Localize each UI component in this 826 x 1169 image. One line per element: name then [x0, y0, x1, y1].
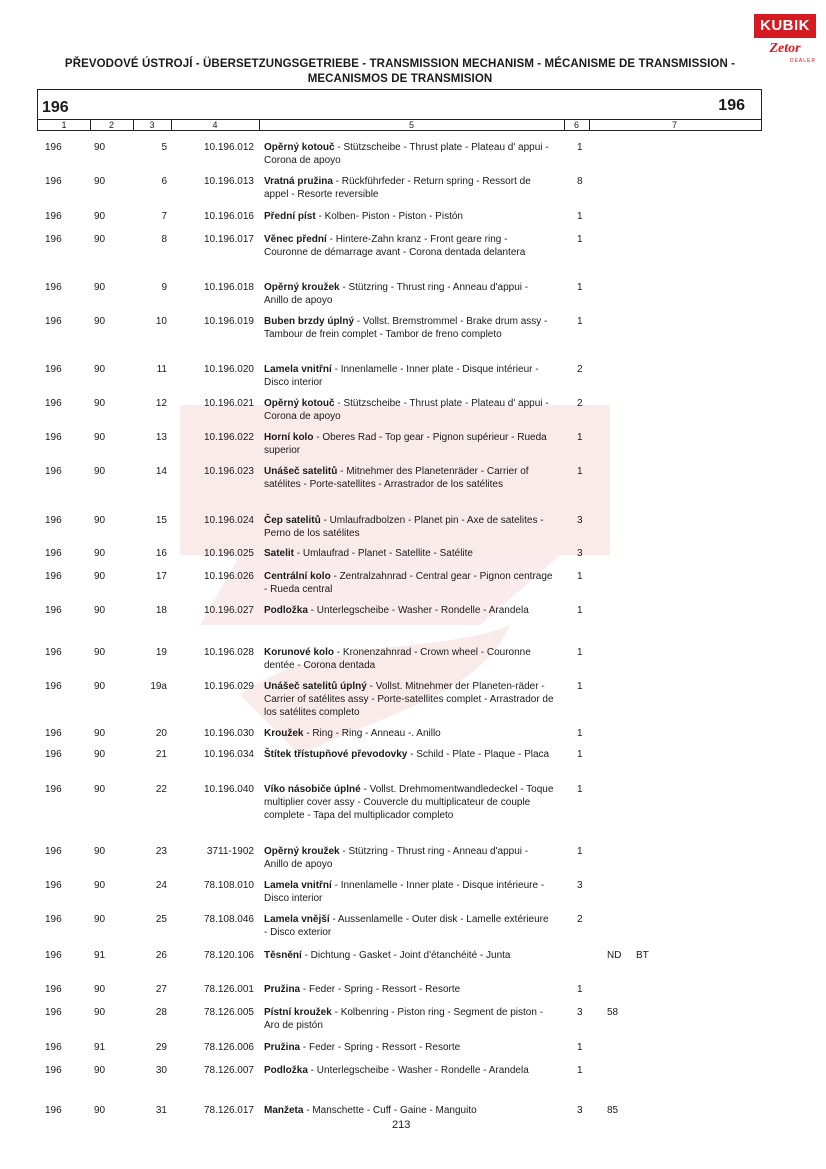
part-translations: - Stützscheibe - Thrust plate - Plateau d' appui - Corona de apoyo: [264, 142, 549, 166]
part-number: 78.126.001: [203, 984, 254, 995]
part-group: 196: [45, 914, 62, 925]
part-position: 14: [155, 466, 167, 477]
part-quantity: 1: [577, 142, 583, 153]
part-name: Opěrný kotouč: [264, 398, 335, 409]
part-description: [264, 1041, 554, 1054]
part-group: 196: [45, 728, 62, 739]
part-quantity: 1: [577, 605, 583, 616]
part-translations: - Mitnehmer des Planetenräder - Carrier of satélites - Porte-satellites - Arrastrador de los satélites: [264, 466, 529, 490]
part-name: Čep satelitů: [264, 515, 321, 526]
part-number: 10.196.020: [203, 364, 254, 375]
part-name: Vratná pružina: [264, 176, 333, 187]
part-name: Satelit: [264, 548, 295, 559]
part-position: 7: [161, 211, 167, 222]
part-number: 10.196.018: [203, 282, 254, 293]
part-number: 10.196.016: [203, 211, 254, 222]
part-description: [264, 1104, 554, 1117]
part-translations: - Feder - Spring - Ressort - Resorte: [300, 984, 461, 995]
part-quantity: 2: [577, 914, 583, 925]
part-number: 78.126.007: [203, 1065, 254, 1076]
part-number: 10.196.040: [203, 784, 254, 795]
part-name: Kroužek: [264, 728, 304, 739]
column-header: 7: [671, 120, 677, 130]
group-header: [37, 89, 762, 119]
part-sub: 90: [94, 914, 106, 925]
part-translations: - Kronenzahnrad - Crown wheel - Couronne dentée - Corona dentada: [264, 647, 531, 671]
part-group: 196: [45, 316, 62, 327]
part-description: [264, 363, 554, 389]
part-quantity: 1: [577, 728, 583, 739]
part-translations: - Stützring - Thrust ring - Anneau d'appui - Anillo de apoyo: [264, 282, 529, 306]
part-group: 196: [45, 282, 62, 293]
part-number: 10.196.022: [203, 432, 254, 443]
part-sub: 90: [94, 880, 106, 891]
part-translations: - Umlaufrad - Planet - Satellite - Satélite: [294, 548, 473, 559]
part-quantity: 1: [577, 432, 583, 443]
part-group: 196: [45, 1065, 62, 1076]
part-translations: - Vollst. Mitnehmer der Planeten-räder - Carrier of satélites assy - Porte-satellites complet - Arrastrador de los satélites completo: [264, 681, 554, 718]
part-quantity: 1: [577, 681, 583, 692]
part-quantity: 2: [577, 398, 583, 409]
part-quantity: 1: [577, 984, 583, 995]
part-translations: - Schild - Plate - Plaque - Placa: [407, 749, 550, 760]
part-name: Pružina: [264, 984, 301, 995]
part-translations: - Unterlegscheibe - Washer - Rondelle - Arandela: [307, 1065, 529, 1076]
part-translations: - Zentralzahnrad - Central gear - Pignon centrage - Rueda central: [264, 571, 553, 595]
part-description: [264, 949, 554, 962]
part-description: [264, 431, 554, 457]
part-name: Korunové kolo: [264, 647, 335, 658]
part-sub: 90: [94, 984, 106, 995]
part-name: Horní kolo: [264, 432, 314, 443]
part-sub: 90: [94, 316, 106, 327]
column-header: 1: [38, 120, 91, 130]
part-group: 196: [45, 605, 62, 616]
part-name: Podložka: [264, 1065, 308, 1076]
part-position: 10: [155, 316, 167, 327]
part-sub: 90: [94, 681, 106, 692]
part-note: ND: [607, 950, 622, 961]
part-sub: 90: [94, 1105, 106, 1116]
part-translations: - Dichtung - Gasket - Joint d'étanchéité - Junta: [301, 950, 511, 961]
part-description: [264, 465, 554, 491]
part-description: [264, 1064, 554, 1077]
part-description: [264, 547, 554, 560]
part-group: 196: [45, 1007, 62, 1018]
part-position: 19a: [150, 681, 167, 692]
part-position: 22: [155, 784, 167, 795]
part-translations: - Vollst. Bremstrommel - Brake drum assy - Tambour de frein complet - Tambor de freno completo: [264, 316, 548, 340]
part-number: 78.108.046: [203, 914, 254, 925]
part-name: Podložka: [264, 605, 308, 616]
part-name: Štítek třístupňové převodovky: [264, 749, 408, 760]
part-group: 196: [45, 142, 62, 153]
part-group: 196: [45, 749, 62, 760]
part-sub: 90: [94, 234, 106, 245]
part-group: 196: [45, 984, 62, 995]
part-sub: 90: [94, 548, 106, 559]
part-translations: - Ring - Ring - Anneau -. Anillo: [303, 728, 441, 739]
part-name: Lamela vnější: [264, 914, 330, 925]
part-number: 10.196.021: [203, 398, 254, 409]
part-sub: 90: [94, 1007, 106, 1018]
part-name: Unášeč satelitů úplný: [264, 681, 367, 692]
part-sub: 90: [94, 784, 106, 795]
part-position: 9: [161, 282, 167, 293]
column-header: 6: [564, 120, 590, 130]
part-position: 6: [161, 176, 167, 187]
part-description: [264, 680, 554, 719]
part-number: 10.196.028: [203, 647, 254, 658]
part-description: [264, 748, 554, 761]
part-quantity: 3: [577, 1105, 583, 1116]
logo-sub: Zetor: [769, 41, 801, 56]
group-code-right: 196: [718, 97, 745, 114]
part-translations: - Vollst. Drehmomentwandledeckel - Toque multiplier cover assy - Couvercle du multiplicateur de couple complete - Tapa del multiplicador completo: [264, 784, 554, 821]
part-translations: - Stützscheibe - Thrust plate - Plateau d' appui - Corona de apoyo: [264, 398, 549, 422]
part-position: 21: [155, 749, 167, 760]
part-name: Opěrný kroužek: [264, 282, 340, 293]
part-group: 196: [45, 515, 62, 526]
logo-dealer: DEALER: [789, 58, 816, 64]
part-quantity: 1: [577, 316, 583, 327]
part-sub: 90: [94, 398, 106, 409]
part-sub: 91: [94, 1042, 106, 1053]
part-sub: 90: [94, 432, 106, 443]
part-sub: 90: [94, 515, 106, 526]
part-group: 196: [45, 548, 62, 559]
part-sub: 90: [94, 605, 106, 616]
part-group: 196: [45, 846, 62, 857]
part-description: [264, 210, 554, 223]
part-position: 8: [161, 234, 167, 245]
column-header: 4: [171, 120, 260, 130]
part-name: Opěrný kotouč: [264, 142, 335, 153]
part-position: 15: [155, 515, 167, 526]
column-header: 2: [90, 120, 134, 130]
part-sub: 90: [94, 466, 106, 477]
part-group: 196: [45, 211, 62, 222]
part-translations: - Innenlamelle - Inner plate - Disque intérieure - Disco interior: [264, 880, 545, 904]
part-number: 10.196.012: [203, 142, 254, 153]
part-name: Unášeč satelitů: [264, 466, 338, 477]
part-sub: 90: [94, 211, 106, 222]
part-sub: 91: [94, 950, 106, 961]
column-header-row: [37, 119, 762, 131]
part-group: 196: [45, 234, 62, 245]
part-note: 85: [607, 1105, 619, 1116]
part-description: [264, 397, 554, 423]
part-number: 3711-1902: [206, 846, 254, 857]
part-description: [264, 646, 554, 672]
part-group: 196: [45, 398, 62, 409]
part-sub: 90: [94, 364, 106, 375]
part-group: 196: [45, 880, 62, 891]
part-name: Opěrný kroužek: [264, 846, 340, 857]
part-number: 10.196.025: [203, 548, 254, 559]
part-quantity: 1: [577, 211, 583, 222]
part-sub: 90: [94, 571, 106, 582]
part-translations: - Kolbenring - Piston ring - Segment de piston - Aro de pistón: [264, 1007, 544, 1031]
part-number: 78.126.005: [203, 1007, 254, 1018]
part-name: Manžeta: [264, 1105, 304, 1116]
part-name: Buben brzdy úplný: [264, 316, 354, 327]
part-sub: 90: [94, 142, 106, 153]
part-quantity: 8: [577, 176, 583, 187]
part-quantity: 3: [577, 1007, 583, 1018]
part-number: 10.196.034: [203, 749, 254, 760]
part-number: 10.196.027: [203, 605, 254, 616]
part-sub: 90: [94, 282, 106, 293]
part-quantity: 2: [577, 364, 583, 375]
part-quantity: 3: [577, 515, 583, 526]
part-number: 78.126.017: [203, 1105, 254, 1116]
part-sub: 90: [94, 728, 106, 739]
part-description: [264, 1006, 554, 1032]
part-description: [264, 913, 554, 939]
part-position: 5: [161, 142, 167, 153]
part-description: [264, 845, 554, 871]
column-header: 5: [259, 120, 565, 130]
part-position: 13: [155, 432, 167, 443]
part-position: 23: [155, 846, 167, 857]
part-translations: - Manschette - Cuff - Gaine - Manguito: [303, 1105, 477, 1116]
part-note: 58: [607, 1007, 619, 1018]
page-number: 213: [392, 1119, 411, 1131]
part-position: 19: [155, 647, 167, 658]
part-position: 27: [155, 984, 167, 995]
part-name: Pístní kroužek: [264, 1007, 332, 1018]
part-description: [264, 727, 554, 740]
part-quantity: 1: [577, 1042, 583, 1053]
part-position: 25: [155, 914, 167, 925]
page-title: PŘEVODOVÉ ÚSTROJÍ - ÜBERSETZUNGSGETRIEBE - TRANSMISSION MECHANISM - MÉCANISME DE TRANSMISSION - MECANISMOS DE TRANSMISION: [64, 58, 736, 85]
part-quantity: 1: [577, 647, 583, 658]
part-description: [264, 604, 554, 617]
part-translations: - Hintere-Zahn kranz - Front geare ring - Couronne de démarrage avant - Corona dentada delantera: [264, 234, 526, 258]
part-translations: - Stützring - Thrust ring - Anneau d'appui - Anillo de apoyo: [264, 846, 529, 870]
part-description: [264, 570, 554, 596]
part-position: 28: [155, 1007, 167, 1018]
part-sub: 90: [94, 647, 106, 658]
part-translations: - Innenlamelle - Inner plate - Disque intérieur - Disco interior: [264, 364, 539, 388]
kubik-zetor-logo: [754, 14, 816, 66]
part-name: Lamela vnitřní: [264, 880, 332, 891]
part-group: 196: [45, 571, 62, 582]
part-translations: - Feder - Spring - Ressort - Resorte: [300, 1042, 461, 1053]
part-group: 196: [45, 364, 62, 375]
part-quantity: 3: [577, 548, 583, 559]
part-description: [264, 879, 554, 905]
part-group: 196: [45, 784, 62, 795]
part-name: Přední píst: [264, 211, 316, 222]
part-position: 20: [155, 728, 167, 739]
part-number: 10.196.023: [203, 466, 254, 477]
part-position: 31: [155, 1105, 167, 1116]
part-number: 78.126.006: [203, 1042, 254, 1053]
part-sub: 90: [94, 1065, 106, 1076]
part-quantity: 1: [577, 1065, 583, 1076]
part-description: [264, 514, 554, 540]
part-quantity: 3: [577, 880, 583, 891]
part-number: 78.120.106: [203, 950, 254, 961]
part-position: 17: [155, 571, 167, 582]
column-header: 3: [133, 120, 172, 130]
logo-brand: KUBIK: [754, 14, 816, 38]
part-name: Těsnění: [264, 950, 302, 961]
part-position: 30: [155, 1065, 167, 1076]
part-description: [264, 233, 554, 259]
part-name: Pružina: [264, 1042, 301, 1053]
part-translations: - Rückführfeder - Return spring - Ressort de appel - Resorte reversible: [264, 176, 531, 200]
group-code-left: 196: [42, 99, 69, 116]
part-group: 196: [45, 1105, 62, 1116]
part-description: [264, 141, 554, 167]
part-number: 10.196.026: [203, 571, 254, 582]
part-name: Centrální kolo: [264, 571, 331, 582]
part-quantity: 1: [577, 466, 583, 477]
part-group: 196: [45, 432, 62, 443]
part-description: [264, 983, 554, 996]
part-translations: - Oberes Rad - Top gear - Pignon supérieur - Rueda superior: [264, 432, 547, 456]
part-position: 11: [156, 364, 167, 375]
part-quantity: 1: [577, 784, 583, 795]
part-group: 196: [45, 950, 62, 961]
part-position: 26: [155, 950, 167, 961]
part-number: 10.196.030: [203, 728, 254, 739]
part-sub: 90: [94, 846, 106, 857]
part-quantity: 1: [577, 282, 583, 293]
part-group: 196: [45, 1042, 62, 1053]
part-description: [264, 175, 554, 201]
part-translations: - Umlaufradbolzen - Planet pin - Axe de satelites - Perno de los satélites: [264, 515, 544, 539]
part-group: 196: [45, 647, 62, 658]
part-quantity: 1: [577, 234, 583, 245]
part-description: [264, 783, 554, 822]
part-number: 10.196.029: [203, 681, 254, 692]
part-quantity: 1: [577, 749, 583, 760]
part-position: 16: [155, 548, 167, 559]
part-description: [264, 281, 554, 307]
part-sub: 90: [94, 749, 106, 760]
part-quantity: 1: [577, 846, 583, 857]
part-number: 10.196.024: [203, 515, 254, 526]
part-number: 10.196.017: [203, 234, 254, 245]
part-group: 196: [45, 681, 62, 692]
part-number: 78.108.010: [203, 880, 254, 891]
part-name: Víko násobiče úplné: [264, 784, 361, 795]
part-position: 29: [155, 1042, 167, 1053]
part-number: 10.196.019: [203, 316, 254, 327]
part-group: 196: [45, 176, 62, 187]
part-quantity: 1: [577, 571, 583, 582]
part-name: Lamela vnitřní: [264, 364, 332, 375]
part-note-2: BT: [636, 950, 649, 961]
part-translations: - Kolben- Piston - Piston - Pistón: [315, 211, 463, 222]
part-position: 18: [155, 605, 167, 616]
part-position: 12: [155, 398, 167, 409]
part-name: Věnec přední: [264, 234, 327, 245]
part-group: 196: [45, 466, 62, 477]
part-number: 10.196.013: [203, 176, 254, 187]
part-sub: 90: [94, 176, 106, 187]
part-description: [264, 315, 554, 341]
part-translations: - Aussenlamelle - Outer disk - Lamelle extérieure - Disco exterior: [264, 914, 549, 938]
part-position: 24: [155, 880, 167, 891]
part-translations: - Unterlegscheibe - Washer - Rondelle - Arandela: [307, 605, 529, 616]
